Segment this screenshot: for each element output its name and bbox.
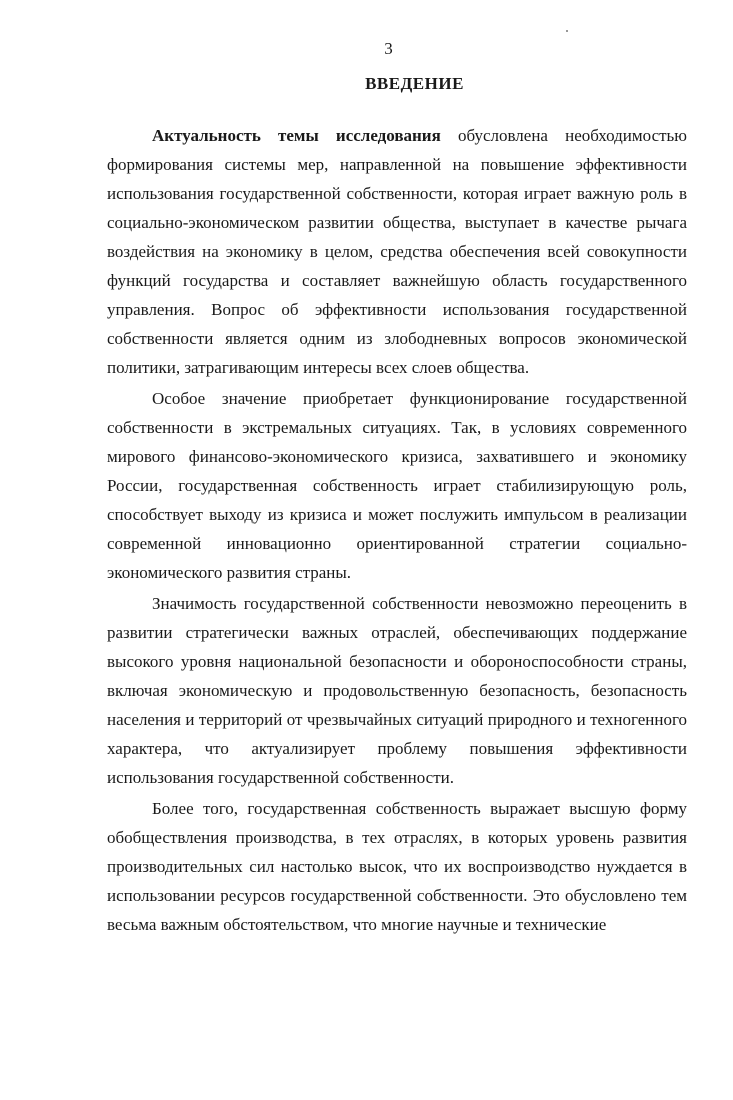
paragraph-text: обусловлена необходимостью формирования системы мер, направленной на повышение эффективности использования государственной собственности, которая играет важную роль в социально-экономическом развитии общества, выступает в качестве рычага воздействия на экономику в целом, средства обеспечения всей совокупности функций государства и составляет важнейшую область государственного управления. Вопрос об эффективности использования государственной собственности является одним из злободневных вопросов экономической политики, затрагивающим интересы всех слоев общества. xyxy=(107,126,687,377)
paragraph-socialization: Более того, государственная собственность выражает высшую форму обобществления производства, в тех отраслях, в которых уровень развития производительных сил настолько высок, что их воспроизводство нуждается в использовании ресурсов государственной собственности. Это обусловлено тем весьма важным обстоятельством, что многие научные и технические xyxy=(107,799,687,934)
paragraph-relevance xyxy=(107,121,687,382)
section-heading: ВВЕДЕНИЕ xyxy=(365,74,464,93)
paragraph-extreme-situations: Особое значение приобретает функционирование государственной собственности в экстремальных ситуациях. Так, в условиях современного мирового финансово-экономического кризиса, захватившего и экономику России, государственная собственность играет стабилизирующую роль, способствует выходу из кризиса и может послужить импульсом в реализации современной инновационно ориентированной стратегии социально-экономического развития страны. xyxy=(107,389,687,582)
page-number: 3 xyxy=(384,39,393,58)
paragraph-lead: Актуальность темы исследования xyxy=(152,126,441,145)
scan-speck xyxy=(566,30,568,32)
paragraph-strategic-sectors: Значимость государственной собственности невозможно переоценить в развитии стратегически важных отраслей, обеспечивающих поддержание высокого уровня национальной безопасности и обороноспособности страны, включая экономическую и продовольственную безопасность, безопасность населения и территорий от чрезвычайных ситуаций природного и техногенного характера, что актуализирует проблему повышения эффективности использования государственной собственности. xyxy=(107,594,687,787)
document-body xyxy=(107,121,687,941)
